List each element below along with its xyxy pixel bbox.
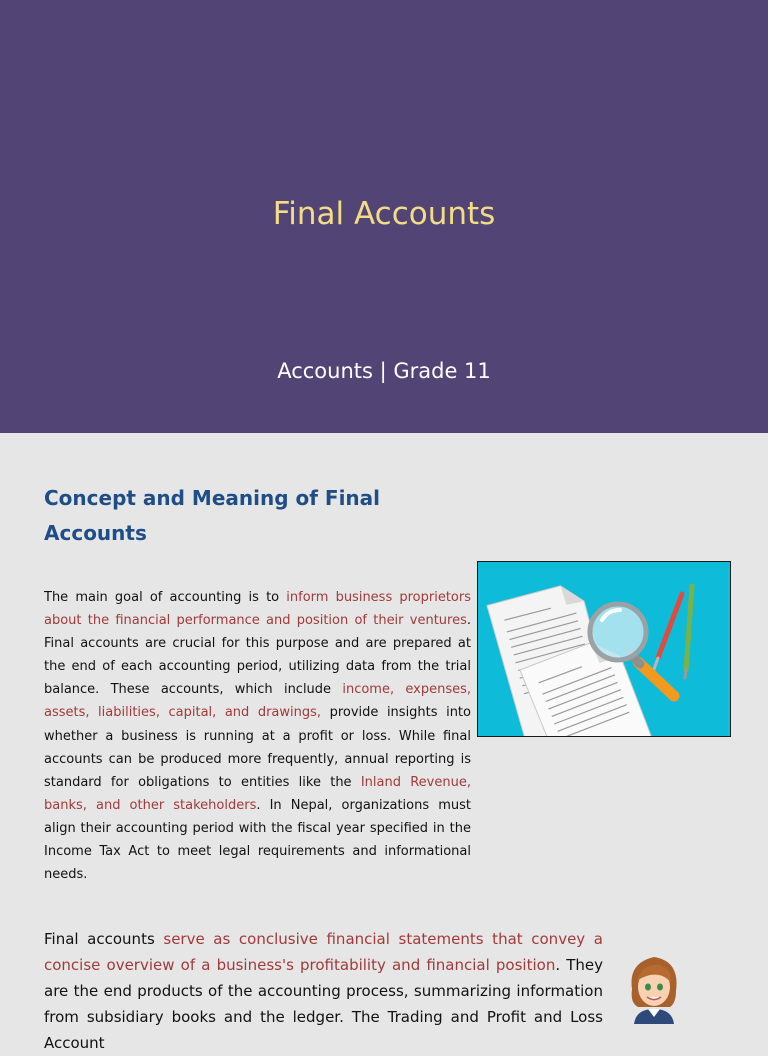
text-run: . They are the end products of the accounting process, summarizing information from subsidiary books and the ledger. The Trading and Profit and Loss Account [44,956,604,1052]
text-run: provide insights into whether a business is running at a profit or loss. While final accounts can be produced more frequently, annual reporting is standard for obligations to entities like the [44,705,471,790]
text-run: Final accounts [44,930,164,948]
highlight-text: Inland Revenue, banks, and other stakeholders [44,774,471,813]
summary-paragraph [44,926,603,1056]
highlight-text: income, expenses, assets, liabilities, capital, and drawings, [44,682,471,721]
highlight-text: inform business proprietors about the financial performance and position of their ventures [44,590,471,629]
content-area [0,433,768,1052]
intro-paragraph [44,586,471,886]
highlight-text: serve as conclusive financial statements that convey a concise overview of a business's profitability and financial position [44,930,603,974]
title-banner [0,0,768,433]
documents-magnifier-pens-illustration [477,561,731,737]
section-heading: Concept and Meaning of Final Accounts [44,486,381,545]
text-run: The main goal of accounting is to [44,590,287,605]
pen-icon [653,586,692,678]
cartoon-avatar-icon [624,953,684,1024]
text-run: . In Nepal, organizations must align their accounting period with the fiscal year specified in the Income Tax Act to meet legal requirements and informational needs. [44,797,471,883]
page-subtitle: Accounts | Grade 11 [277,359,491,383]
text-run: . Final accounts are crucial for this purpose and are prepared at the end of each accounting period, utilizing data from the trial balance. These accounts, which include [44,613,471,698]
page-title: Final Accounts [272,196,496,232]
